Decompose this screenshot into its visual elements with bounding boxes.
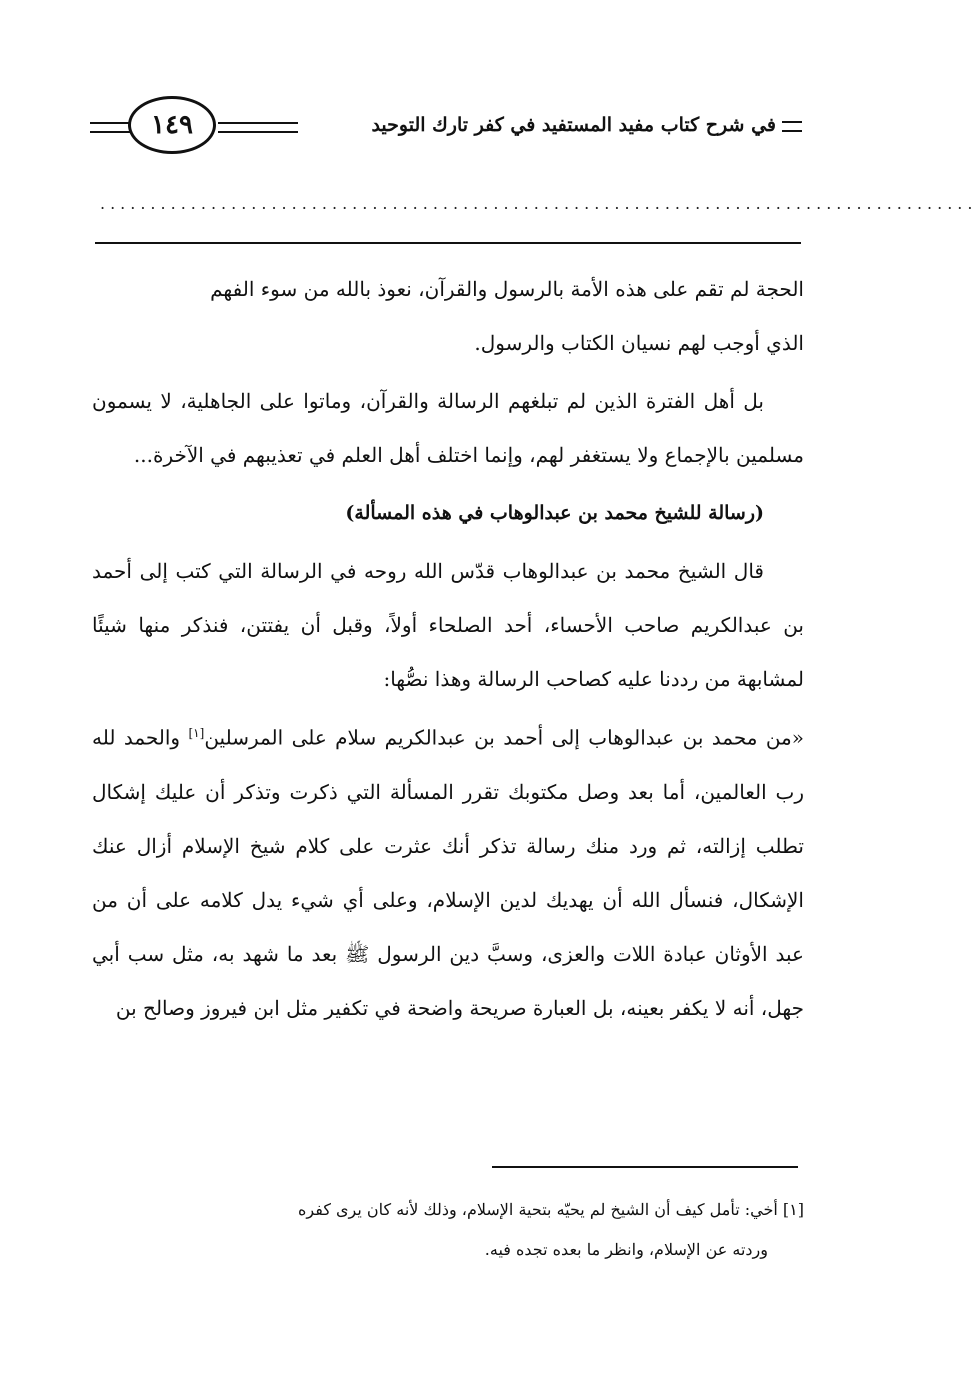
top-rule [95,242,801,244]
badge-line-left [90,122,130,133]
footnote [92,1190,804,1270]
page-header [90,92,802,164]
page-number-badge [90,92,300,164]
badge-line-right [218,122,298,133]
paragraph-2: بل أهل الفترة الذين لم تبلغهم الرسالة والقرآن، وماتوا على الجاهلية، لا يسمون مسلمين بالإجماع ولا يستغفر لهم، وإنما اختلف أهل العلم في تعذيبهم في الآخرة... [92,389,804,467]
running-title-text: في شرح كتاب مفيد المستفيد في كفر تارك التوحيد [371,114,776,136]
footnote-line-1: [١] أخي: تأمل كيف أن الشيخ لم يحيّه بتحية الإسلام، وذلك لأنه كان يرى كفره [298,1200,804,1219]
title-ornament [782,121,802,132]
letter-opening: «من محمد بن عبدالوهاب إلى أحمد بن عبدالكريم سلام على المرسلين [204,725,804,750]
paragraph-1-line-2: الذي أوجب لهم نسيان الكتاب والرسول. [474,331,804,355]
paragraph-4 [92,706,804,1035]
page-number: ١٤٩ [128,96,216,154]
running-title [371,114,802,136]
dotted-separator: ....................................................................................... [100,194,977,213]
paragraph-1-line-1: الحجة لم تقم على هذه الأمة بالرسول والقرآن، نعوذ بالله من سوء الفهم [210,277,804,301]
paragraph-3: قال الشيخ محمد بن عبدالوهاب قدّس الله روحه في الرسالة التي كتب إلى أحمد بن عبدالكريم صاحب الأحساء، أحد الصلحاء أولاً، وقبل أن يفتتن، فنذكر منها شيئًا لمشابهة من رددنا عليه كصاحب الرسالة وهذا نصُّها: [92,559,804,691]
footnote-line-2: وردته عن الإسلام، وانظر ما بعده تجده فيه. [484,1240,768,1259]
footnote-marker[interactable]: [١] [188,726,205,740]
footnote-rule [492,1166,798,1168]
letter-body: والحمد لله رب العالمين، أما بعد وصل مكتوبك تقرر المسألة التي ذكرت وتذكر أن عليك إشكال تطلب إزالته، ثم ورد منك رسالة تذكر أنك عثرت على كلام شيخ الإسلام أزال عنك الإشكال، فنسأل الله أن يهديك لدين الإسلام، وعلى أي شيء يدل كلامه على أن من عبد الأوثان عبادة اللات والعزى، وسبَّ دين الرسول ﷺ بعد ما شهد به، مثل سب أبي جهل، أنه لا يكفر بعينه، بل العبارة صريحة واضحة في تكفير مثل ابن فيروز وصالح بن [92,725,804,1020]
section-heading: (رسالة للشيخ محمد بن عبدالوهاب في هذه المسألة) [345,502,764,524]
main-text [92,262,804,1035]
